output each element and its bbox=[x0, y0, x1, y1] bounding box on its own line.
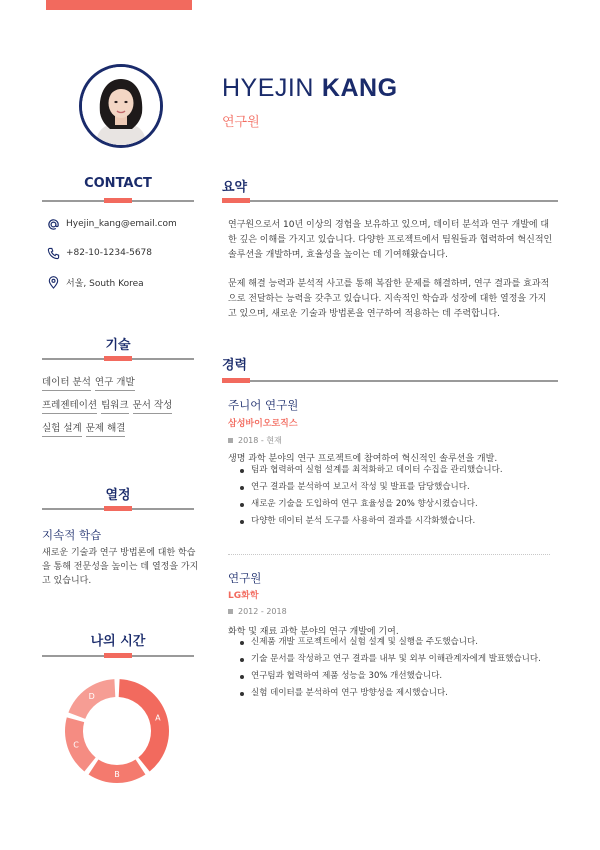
job-date bbox=[228, 435, 282, 446]
job-date-text: 2018 - 현재 bbox=[238, 436, 282, 445]
contact-divider bbox=[42, 200, 194, 202]
skill-tag: 문서 작성 bbox=[133, 397, 173, 414]
job-bullet: 연구팀과 협력하여 제품 성능을 30% 개선했습니다. bbox=[238, 668, 558, 685]
job-bullet: 연구 결과를 분석하여 보고서 작성 및 발표를 담당했습니다. bbox=[238, 479, 558, 496]
job-bullet: 다양한 데이터 분석 도구를 사용하여 결과를 시각화했습니다. bbox=[238, 513, 558, 530]
avatar bbox=[79, 64, 163, 148]
job-bullet: 실험 데이터를 분석하여 연구 방향성을 제시했습니다. bbox=[238, 685, 558, 702]
skills-divider bbox=[42, 358, 194, 360]
job-title: 주니어 연구원 bbox=[228, 398, 299, 412]
contact-phone[interactable] bbox=[46, 245, 152, 261]
contact-email[interactable] bbox=[46, 216, 177, 232]
first-name: HYEJIN bbox=[222, 74, 314, 102]
donut-label-d: D bbox=[88, 692, 95, 702]
donut-slice-a bbox=[119, 679, 169, 771]
job-date bbox=[228, 607, 287, 616]
donut-label-c: C bbox=[73, 740, 79, 750]
top-accent-bar bbox=[46, 0, 192, 10]
skill-tag: 문제 해결 bbox=[86, 420, 126, 437]
summary-heading: 요약 bbox=[222, 180, 248, 195]
summary-divider bbox=[222, 200, 558, 202]
portrait-photo bbox=[82, 67, 160, 145]
passion-divider bbox=[42, 508, 194, 510]
location-text: 서울, South Korea bbox=[66, 278, 144, 289]
job-title: 연구원 bbox=[228, 571, 262, 585]
job-description: 생명 과학 분야의 연구 프로젝트에 참여하여 혁신적인 솔루션을 개발. bbox=[228, 454, 498, 464]
summary-paragraph: 문제 해결 능력과 분석적 사고를 통해 복잡한 문제를 해결하며, 연구 결과를 효과적으로 전달하는 능력을 갖추고 있습니다. 지속적인 학습과 성장에 대한 열정을 가지고 있으며, 새로운 기술과 방법론을 연구하여 적용하는 데 주력합니다. bbox=[228, 279, 550, 319]
passion-item-text: 새로운 기술과 연구 방법론에 대한 학습을 통해 전문성을 높이는 데 열정을 가지고 있습니다. bbox=[42, 548, 199, 586]
time-divider bbox=[42, 655, 194, 657]
skills-list bbox=[42, 374, 197, 443]
job-description: 화학 및 재료 과학 분야의 연구 개발에 기여. bbox=[228, 627, 399, 637]
job-separator bbox=[228, 554, 550, 555]
donut-slice-c bbox=[65, 717, 96, 771]
job-bullet: 신제품 개발 프로젝트에서 실험 설계 및 실행을 주도했습니다. bbox=[238, 634, 558, 651]
time-heading: 나의 시간 bbox=[90, 634, 146, 649]
job-bullet: 팀과 협력하여 실험 설계를 최적화하고 데이터 수집을 관리했습니다. bbox=[238, 462, 558, 479]
job-bullets bbox=[238, 462, 558, 530]
skill-tag: 연구 개발 bbox=[95, 374, 135, 391]
summary-text bbox=[228, 218, 554, 322]
experience-heading: 경력 bbox=[222, 358, 248, 373]
job-bullet: 기술 문서를 작성하고 연구 결과를 내부 및 외부 이해관계자에게 발표했습니다. bbox=[238, 651, 558, 668]
job-bullets bbox=[238, 634, 558, 702]
job-company: 삼성바이오로직스 bbox=[228, 419, 298, 429]
job-company: LG화학 bbox=[228, 591, 259, 601]
job-bullet: 새로운 기술을 도입하여 연구 효율성을 20% 향상시켰습니다. bbox=[238, 496, 558, 513]
donut-label-b: B bbox=[114, 770, 120, 779]
full-name bbox=[222, 74, 398, 103]
skill-tag: 실험 설계 bbox=[42, 420, 82, 437]
date-square-icon bbox=[228, 609, 233, 614]
time-donut-chart bbox=[62, 676, 172, 786]
skill-tag: 데이터 분석 bbox=[42, 374, 91, 391]
passion-item-title: 지속적 학습 bbox=[42, 528, 102, 542]
contact-heading: CONTACT bbox=[84, 176, 152, 191]
location-pin-icon bbox=[46, 275, 60, 289]
date-square-icon bbox=[228, 438, 233, 443]
passion-heading: 열정 bbox=[105, 488, 131, 503]
contact-location bbox=[46, 274, 144, 290]
phone-text: +82-10-1234-5678 bbox=[66, 248, 152, 258]
experience-divider bbox=[222, 380, 558, 382]
donut-label-a: A bbox=[155, 713, 161, 723]
skill-tag: 프레젠테이션 bbox=[42, 397, 97, 414]
at-icon bbox=[46, 217, 60, 231]
job-role: 연구원 bbox=[222, 115, 260, 130]
phone-icon bbox=[46, 246, 60, 260]
last-name: KANG bbox=[321, 74, 398, 102]
skills-heading: 기술 bbox=[105, 338, 131, 353]
summary-paragraph: 연구원으로서 10년 이상의 경험을 보유하고 있으며, 데이터 분석과 연구 개발에 대한 깊은 이해를 가지고 있습니다. 다양한 프로젝트에서 팀원들과 협력하여 혁신적인 솔루션을 개발하며, 효율성을 높이는 데 기여해왔습니다. bbox=[228, 220, 553, 260]
job-date-text: 2012 - 2018 bbox=[238, 607, 287, 616]
skill-tag: 팀워크 bbox=[101, 397, 129, 414]
email-text: Hyejin_kang@email.com bbox=[66, 219, 177, 229]
